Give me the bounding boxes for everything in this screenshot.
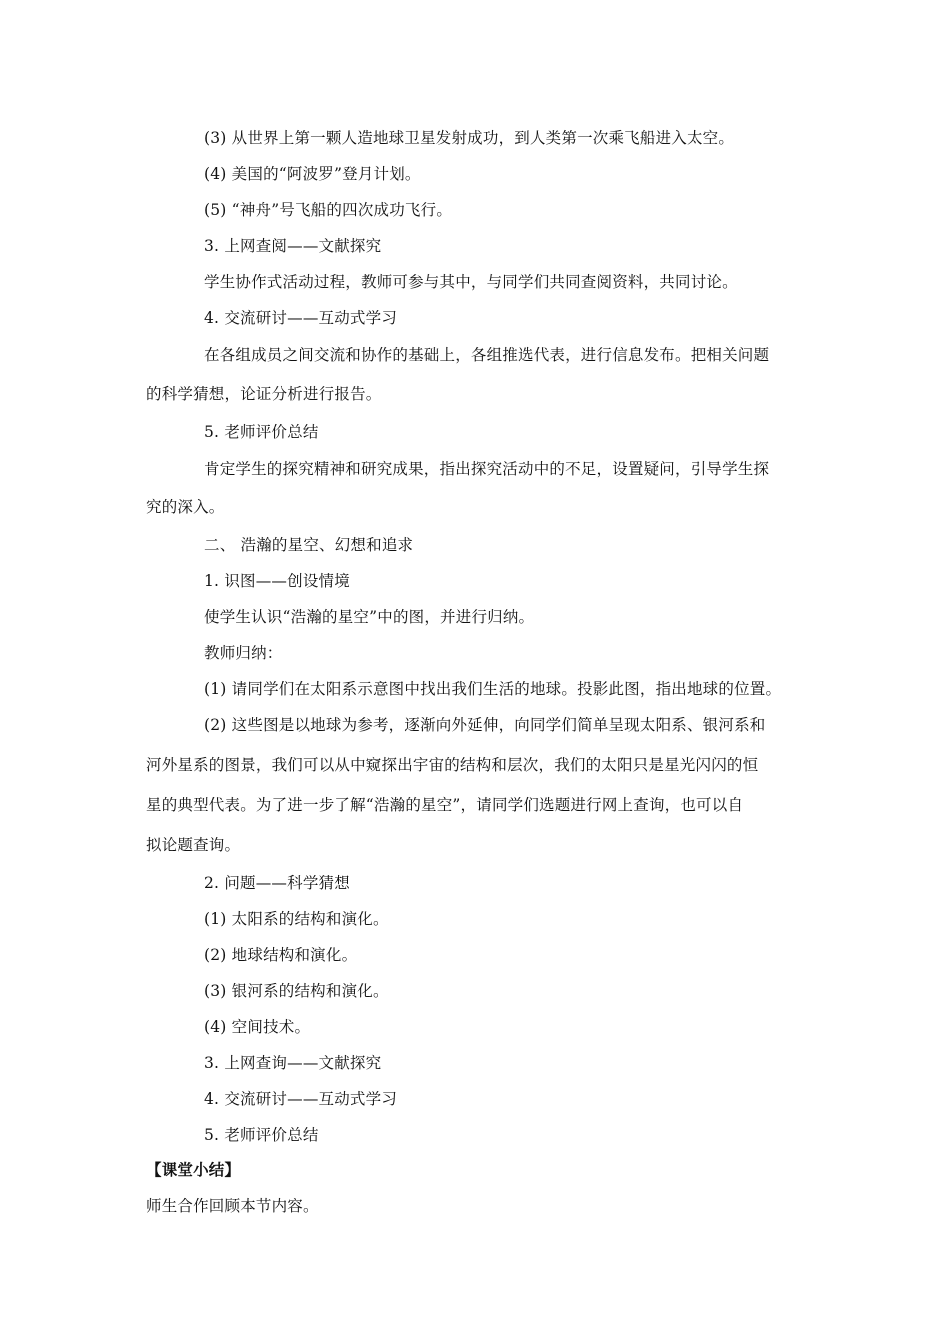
- item-2-outward-line4: 拟论题查询。: [146, 836, 241, 854]
- teacher-summary-label: 教师归纳：: [204, 644, 283, 662]
- step-2-questions: 2. 问题——科学猜想: [204, 874, 350, 892]
- section-2-heading: 二、 浩瀚的星空、幻想和追求: [204, 536, 414, 554]
- paragraph-affirm-line1: 肯定学生的探究精神和研究成果，指出探究活动中的不足，设置疑问，引导学生探: [204, 460, 770, 478]
- question-2-earth: (2) 地球结构和演化。: [204, 946, 358, 964]
- item-4-apollo: (4) 美国的“阿波罗”登月计划。: [204, 165, 421, 183]
- paragraph-affirm-line2: 究的深入。: [146, 498, 225, 516]
- paragraph-collaborative-activity: 学生协作式活动过程，教师可参与其中，与同学们共同查阅资料，共同讨论。: [204, 273, 738, 291]
- step-4-exchange-discussion: 4. 交流研讨——互动式学习: [204, 309, 398, 327]
- item-1-find-earth: (1) 请同学们在太阳系示意图中找出我们生活的地球。投影此图，指出地球的位置。: [204, 680, 782, 698]
- item-5-shenzhou: (5) “神舟”号飞船的四次成功飞行。: [204, 201, 453, 219]
- item-2-outward-line2: 河外星系的图景，我们可以从中窥探出宇宙的结构和层次，我们的太阳只是星光闪闪的恒: [146, 756, 759, 774]
- paragraph-figures: 使学生认识“浩瀚的星空”中的图，并进行归纳。: [204, 608, 535, 626]
- question-1-solar-system: (1) 太阳系的结构和演化。: [204, 910, 389, 928]
- paragraph-group-report-line1: 在各组成员之间交流和协作的基础上，各组推选代表，进行信息发布。把相关问题: [204, 346, 770, 364]
- step-5-evaluation: 5. 老师评价总结: [204, 1126, 319, 1144]
- question-3-galaxy: (3) 银河系的结构和演化。: [204, 982, 389, 1000]
- class-summary-text: 师生合作回顾本节内容。: [146, 1197, 319, 1215]
- item-3-first-satellite: (3) 从世界上第一颗人造地球卫星发射成功，到人类第一次乘飞船进入太空。: [204, 129, 735, 147]
- step-1-identify-figures: 1. 识图——创设情境: [204, 572, 350, 590]
- question-4-space-tech: (4) 空间技术。: [204, 1018, 311, 1036]
- class-summary-heading: 【课堂小结】: [146, 1161, 241, 1179]
- step-4-exchange: 4. 交流研讨——互动式学习: [204, 1090, 398, 1108]
- paragraph-group-report-line2: 的科学猜想，论证分析进行报告。: [146, 385, 382, 403]
- step-5-teacher-evaluation: 5. 老师评价总结: [204, 423, 319, 441]
- step-3-online-query: 3. 上网查询——文献探究: [204, 1054, 382, 1072]
- item-2-outward-line1: (2) 这些图是以地球为参考，逐渐向外延伸，向同学们简单呈现太阳系、银河系和: [204, 716, 766, 734]
- step-3-online-research: 3. 上网查阅——文献探究: [204, 237, 382, 255]
- item-2-outward-line3: 星的典型代表。为了进一步了解“浩瀚的星空”，请同学们选题进行网上查询，也可以自: [146, 796, 744, 814]
